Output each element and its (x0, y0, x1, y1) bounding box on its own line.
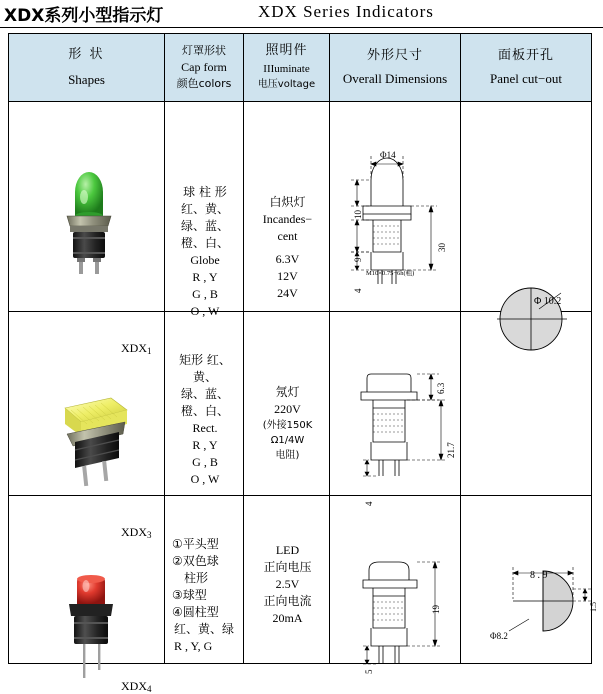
panel-cutout-xdx4 (499, 559, 599, 649)
title-english: XDX Series Indicators (258, 2, 434, 21)
lamp-photo-xdx1 (49, 164, 129, 294)
dim-thread-xdx1: M10×0.75−6h(粗) (366, 270, 415, 277)
cap-form-xdx1: 球 柱 形 红、黄、 绿、蓝、 橙、白、 Globe R , Y G , B O , W (180, 185, 229, 318)
column-divider-1 (164, 34, 165, 663)
dim-right-b-xdx3: 21.7 (446, 442, 456, 458)
dim-top-diameter-xdx1: Φ14 (380, 150, 396, 160)
header-panel-cutout: 面板开孔 Panel cut−out (490, 48, 562, 86)
lamp-photo-xdx4 (51, 556, 131, 686)
column-divider-4 (460, 34, 461, 663)
header-shapes: 形 状 Shapes (68, 46, 105, 87)
title-chinese: XDX系列小型指示灯 (4, 6, 164, 26)
dim-overall-xdx1: 30 (437, 243, 447, 252)
dim-cutout-height-xdx4: 1.5 (589, 602, 598, 612)
dim-left-c-xdx1: 4 (353, 288, 363, 293)
dim-bottom-xdx4: 5 (364, 669, 374, 674)
illuminate-xdx1: 白炽灯 Incandes− cent 6.3V 12V 24V (262, 195, 313, 300)
dim-right-a-xdx4: 19 (431, 605, 441, 614)
dim-right-a-xdx3: 6.3 (436, 382, 446, 394)
dim-left-b-xdx1: 9 (353, 257, 363, 262)
model-label-xdx1: $XDX_1$ (121, 341, 152, 356)
panel-cutout-xdx1 (489, 279, 579, 359)
dimension-drawing-xdx3 (339, 356, 459, 501)
cap-form-xdx3: 矩形 红、 黄、 绿、蓝、 橙、白、 Rect. R , Y G , B O , W (179, 353, 231, 486)
dim-bottom-xdx3: 4 (364, 501, 374, 506)
model-label-xdx4: $XDX_4$ (121, 679, 152, 694)
dimension-drawing-xdx1 (337, 134, 457, 309)
illuminate-xdx3: 氖灯 220V (外接150K Ω1/4W 电阻) (262, 385, 313, 461)
header-cap-form: 灯罩形状 Cap form 颜色colors (176, 44, 232, 90)
header-illuminate: 照明件 IIIuminate 电压voltage (257, 43, 316, 91)
dim-cutout-width-xdx4: 8 . 9 (530, 570, 548, 581)
header-bottom-border (9, 101, 591, 102)
header-dimensions: 外形尺寸 Overall Dimensions (342, 48, 448, 86)
dim-left-a-xdx1: 10 (353, 210, 363, 219)
dimension-drawing-xdx4 (339, 546, 459, 686)
dim-cutout-diameter-xdx1: Φ 10.2 (534, 296, 562, 307)
cap-form-xdx4: ①平头型 ②双色球 柱形 ③球型 ④圆柱型 红、黄、绿 R , Y, G (172, 537, 235, 653)
title-row (0, 0, 603, 28)
model-label-xdx3: $XDX_3$ (121, 525, 152, 540)
illuminate-xdx4: LED 正向电压 2.5V 正向电流 20mA (263, 543, 312, 625)
spec-table (8, 33, 598, 694)
dim-cutout-diameter-xdx4: Φ8.2 (490, 631, 508, 641)
lamp-photo-xdx3 (49, 384, 139, 504)
